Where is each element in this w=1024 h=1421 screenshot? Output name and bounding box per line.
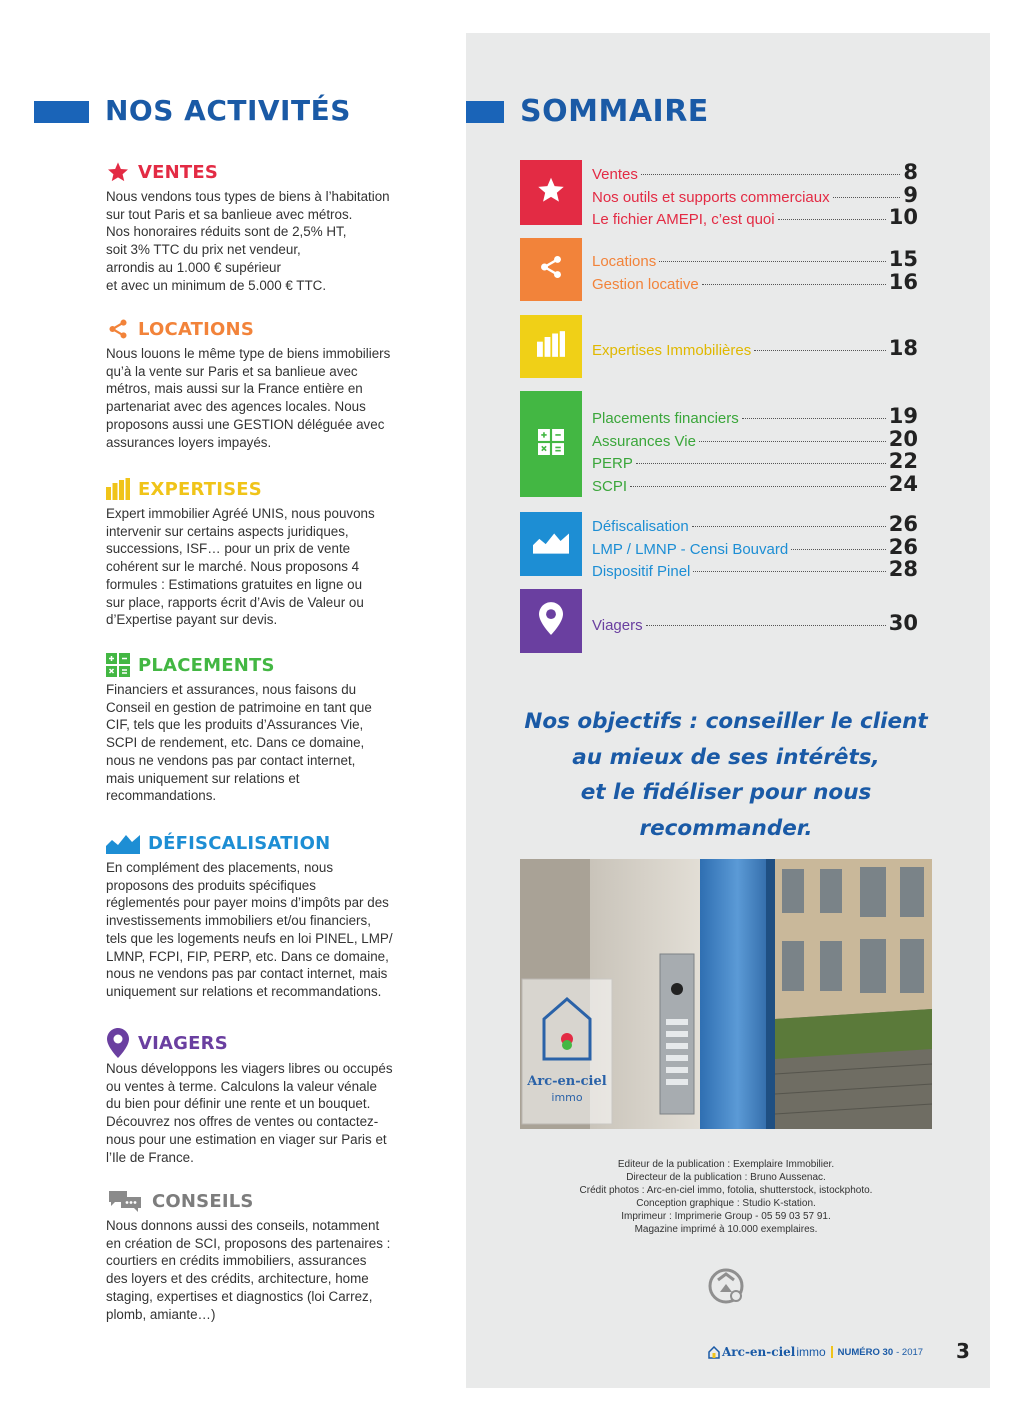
area-chart-icon <box>533 530 569 559</box>
toc-group-placements <box>520 391 920 497</box>
credit-line: Magazine imprimé à 10.000 exemplaires. <box>634 1224 818 1235</box>
credit-line: Editeur de la publication : Exemplaire Immobilier. <box>617 1159 835 1170</box>
activity-text: En complément des placements, nous proposons des produits spécifiques réglementés pour payer moins d’impôts par des investissements immobiliers et/ou financiers, tels que les logements neufs en loi PINEL, LMP/ LMNP, FCPI, FIP, PERP, etc. Dans ce domaine, nous ne vendons pas par contact internet, mais uniquement sur relations et recommandations. <box>106 860 393 999</box>
activity-locations <box>106 317 426 451</box>
toc-label: Nos outils et supports commerciaux <box>592 188 830 206</box>
calculator-icon <box>106 653 130 677</box>
toc-page: 9 <box>903 182 918 207</box>
credit-line: Crédit photos : Arc-en-ciel immo, fotolia, shutterstock, istockphoto. <box>579 1185 873 1196</box>
toc-group-ventes <box>520 160 920 229</box>
activity-text: Nous vendons tous types de biens à l’habitation sur tout Paris et sa banlieue avec métros. Nos honoraires réduits sont de 2,5% HT, soit 3% TTC du prix net vendeur, arrondis au 1.000 € supérieur et avec un minimum de 5.000 € TTC. <box>106 189 390 293</box>
share-icon <box>106 317 130 341</box>
section-bar-right <box>466 101 504 123</box>
activity-title: PLACEMENTS <box>138 654 275 676</box>
toc-entry[interactable] <box>592 404 918 427</box>
toc-group-locations <box>520 238 920 301</box>
toc-label: Gestion locative <box>592 275 699 293</box>
activity-text: Nous développons les viagers libres ou occupés ou ventes à terme. Calculons la valeur vénale du bien pour définir une rente et un bouquet. Découvrez nos offres de ventes ou contactez- nous pour une estimation en viager sur Paris et l’Ile de France. <box>106 1061 393 1165</box>
toc-page: 24 <box>888 471 918 496</box>
bar-chart-icon <box>537 331 565 362</box>
activity-title: EXPERTISES <box>138 478 262 500</box>
activity-text: Expert immobilier Agréé UNIS, nous pouvons intervenir sur certains aspects juridiques, successions, ISF… pour un prix de vente cohérent sur le marché. Nous proposons 4 formules : Estimations gratuites en ligne ou sur place, rapports écrit d’Avis de Valeur ou d’Expertise payant sur devis. <box>106 506 375 628</box>
toc-label: Viagers <box>592 617 643 634</box>
toc-tile <box>520 315 582 378</box>
footer-brand-suffix: immo <box>796 1345 826 1359</box>
toc-label: Locations <box>592 253 657 270</box>
sign-sub: immo <box>551 1091 583 1104</box>
section-bar-left <box>34 101 89 123</box>
calculator-icon <box>538 429 564 460</box>
toc-page: 26 <box>888 534 918 559</box>
toc-entry[interactable] <box>592 472 918 495</box>
toc-label: PERP <box>592 455 633 472</box>
toc-label: Placements financiers <box>592 410 739 427</box>
toc-page: 18 <box>888 336 918 360</box>
activity-defiscalisation <box>106 831 426 1001</box>
toc-label: Le fichier AMEPI, c’est quoi <box>592 211 775 228</box>
toc-page: 22 <box>888 449 918 473</box>
activity-expertises <box>106 477 426 629</box>
sommaire-title: SOMMAIRE <box>520 94 709 129</box>
toc-entry[interactable] <box>592 183 918 206</box>
speech-bubbles-icon <box>106 1189 144 1213</box>
toc-tile <box>520 238 582 301</box>
activity-title: CONSEILS <box>152 1190 254 1212</box>
toc-entry[interactable] <box>592 611 918 634</box>
activity-title: VIAGERS <box>138 1032 228 1054</box>
bar-chart-icon <box>106 477 130 501</box>
toc-label: LMP / LMNP - Censi Bouvard <box>592 540 789 558</box>
toc-page: 15 <box>888 247 918 271</box>
tagline-line: et le fidéliser pour nous recommander. <box>580 780 872 841</box>
toc-entry[interactable] <box>592 512 918 535</box>
toc-tile <box>520 160 582 225</box>
toc-entry[interactable] <box>592 160 918 183</box>
publication-credits <box>520 1158 932 1236</box>
map-pin-icon <box>106 1028 130 1058</box>
toc-page: 26 <box>888 512 918 536</box>
toc-group-viagers <box>520 589 920 653</box>
toc-label: Expertises Immobilières <box>592 342 752 359</box>
area-chart-icon <box>106 831 140 855</box>
footer-year: - 2017 <box>896 1346 924 1358</box>
toc-entry[interactable] <box>592 535 918 558</box>
activity-viagers <box>106 1030 426 1166</box>
star-icon <box>537 176 565 209</box>
tagline-line: Nos objectifs : conseiller le client <box>524 709 928 734</box>
activity-title: LOCATIONS <box>138 318 254 340</box>
toc-tile <box>520 589 582 653</box>
activity-ventes <box>106 160 426 294</box>
activity-conseils <box>106 1189 426 1323</box>
activity-placements <box>106 653 426 805</box>
share-icon <box>538 254 564 285</box>
toc-label: Ventes <box>592 166 638 183</box>
sign-brand: Arc-en-ciel <box>527 1074 607 1089</box>
toc-label: Dispositif Pinel <box>592 563 691 580</box>
page-title: NOS ACTIVITÉS <box>105 94 351 127</box>
recycle-logo-icon <box>706 1266 746 1306</box>
toc-label: SCPI <box>592 477 628 495</box>
toc-group-expertises <box>520 315 920 378</box>
toc-page: 19 <box>888 404 918 428</box>
toc-label: Assurances Vie <box>592 432 696 450</box>
toc-tile <box>520 512 582 576</box>
toc-tile <box>520 391 582 497</box>
tagline <box>500 704 952 846</box>
toc-page: 8 <box>903 160 918 184</box>
page-number: 3 <box>956 1339 970 1363</box>
credit-line: Conception graphique : Studio K-station. <box>636 1198 816 1209</box>
page-footer <box>708 1343 923 1361</box>
credit-line: Imprimeur : Imprimerie Group - 05 59 03 57 91. <box>621 1211 831 1222</box>
footer-issue: NUMÉRO 30 <box>837 1346 894 1358</box>
toc-page: 16 <box>888 269 918 294</box>
activity-text: Nous louons le même type de biens immobiliers qu’à la vente sur Paris et sa banlieue avec métros, mais aussi sur la France entière en partenariat avec des agences locales. Nous proposons aussi une GESTION déléguée avec assurances loyers impayés. <box>106 346 391 450</box>
footer-separator <box>831 1346 833 1358</box>
office-entrance-photo <box>520 859 932 1129</box>
toc-entry[interactable] <box>592 247 918 270</box>
star-icon <box>106 160 130 184</box>
credit-line: Directeur de la publication : Bruno Aussenac. <box>626 1172 826 1183</box>
activity-text: Nous donnons aussi des conseils, notamment en création de SCI, proposons des partenaires : courtiers en crédits immobiliers, assurances des loyers et des crédits, architecture, home staging, expertises et diagnostics (loi Carrez, plomb, amiante…) <box>106 1218 391 1322</box>
toc-entry[interactable] <box>592 205 918 228</box>
house-logo-icon <box>708 1346 720 1359</box>
toc-entry[interactable] <box>592 270 918 293</box>
activity-text: Financiers et assurances, nous faisons du Conseil en gestion de patrimoine en tant que CIF, tels que les produits d’Assurances Vie, SCPI de rendement, etc. Dans ce domaine, nous ne vendons pas par contact internet, mais uniquement sur relations et recommandations. <box>106 682 372 804</box>
footer-brand: Arc-en-ciel <box>722 1345 796 1359</box>
toc-group-defiscalisation <box>520 512 920 581</box>
toc-entry[interactable] <box>592 449 918 472</box>
activity-title: VENTES <box>138 161 219 183</box>
toc-entry[interactable] <box>592 336 918 359</box>
activity-title: DÉFISCALISATION <box>148 832 331 854</box>
map-pin-icon <box>539 602 563 640</box>
tagline-line: au mieux de ses intérêts, <box>572 744 880 770</box>
toc-page: 20 <box>888 426 918 451</box>
toc-entry[interactable] <box>592 427 918 450</box>
toc-page: 30 <box>888 611 918 635</box>
toc-page: 28 <box>888 557 918 581</box>
toc-label: Défiscalisation <box>592 518 689 535</box>
toc-entry[interactable] <box>592 557 918 580</box>
toc-page: 10 <box>888 205 918 229</box>
